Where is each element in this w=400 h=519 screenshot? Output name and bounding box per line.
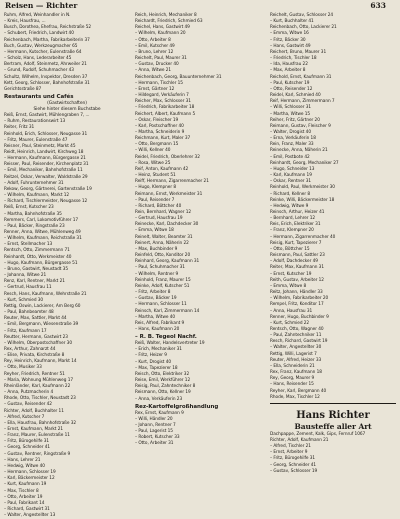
- entry-list: [270, 13, 396, 401]
- directory-entry: Richter, Adolf, Kaufmann 21: [270, 438, 329, 443]
- directory-entry: – Ruhm, Restaurationswirt 13: [4, 119, 66, 125]
- directory-entry: – Maria, Wohnung Mühlenweg 17: [4, 377, 73, 383]
- directory-entry: – Hermann, Zigarrenmacher 40: [270, 234, 336, 240]
- directory-entry: Resch, Richard, Gastwirt 19: [270, 339, 328, 345]
- directory-entry: Reiß, Ernst, Kutscher 23: [4, 205, 54, 211]
- directory-entry: Reidel, Karl, Schmied 40: [270, 93, 321, 99]
- directory-entry: Reidel, Friedrich, Oberlehrer 32: [135, 154, 200, 160]
- directory-entry: Reismann, Paul, Sattler 23: [270, 253, 325, 259]
- directory-entry: – Gustav, Drucker 40: [135, 62, 179, 68]
- directory-entry: Renner, Anna, Witwe, Mühlenweg 49: [4, 230, 81, 235]
- directory-entry: – Fritz, Heizer 9: [135, 353, 167, 359]
- directory-entry: – Wilhelm, Kaufmann, Markt 12: [4, 193, 70, 199]
- directory-entry: Ruhm, Alfred, Weinhandler in N.: [4, 13, 71, 18]
- section-note: Siehe hinter diesem Buchstabe: [33, 107, 101, 113]
- directory-entry: – Bruno, Gastwirt, Neustadt 35: [4, 266, 68, 272]
- directory-entry: Reinhold, Erich, Schlosser, Neugasse 31: [4, 131, 88, 137]
- directory-entry: – Max, Arbeiter 8: [270, 68, 306, 74]
- firm-heading: – R. B. Tegeol Nachf.: [135, 334, 197, 341]
- directory-entry: Reiter, Fritz 31: [4, 125, 35, 131]
- directory-entry: – Fritz, Bürogehilfe 31: [270, 456, 316, 462]
- directory-entry: – Karl, Postschaffner 40: [135, 123, 184, 129]
- directory-entry: Reinert, Anna, Näherin 22: [135, 240, 189, 246]
- entry-list: [135, 411, 264, 448]
- directory-entry: Buch, Gustav, Werkzeugmacher 65: [4, 43, 78, 49]
- directory-entry: Reichold, Ernst, Kaufmann 31: [270, 74, 332, 80]
- directory-entry: – Karl, Kaufmann 19: [270, 173, 312, 179]
- directory-entry: Reinecke, Karl, Dachdecker 30: [135, 222, 199, 228]
- directory-entry: Rein, Bernhard, Wagner 12: [135, 210, 192, 215]
- running-head: Reisen — Richter: [5, 1, 78, 10]
- firm-heading: Rez-Kartoffelgroßhandlung: [135, 403, 219, 410]
- directory-entry: – Gustav, Schlosser 19: [270, 468, 318, 474]
- column-middle: [135, 13, 264, 497]
- directory-entry: – Anna, Putzmacherin 4: [4, 390, 54, 396]
- directory-entry: – Oskar, Rentner 31: [270, 179, 312, 185]
- directory-entry: – Schubert, Friedrich, Landwirt 40: [4, 31, 74, 37]
- directory-entry: – Hermann, Kaufmann, Bürgergasse 21: [4, 156, 86, 162]
- directory-entry: Reinfeld, Otto, Konditor 20: [135, 253, 191, 259]
- directory-entry: Reimann, Ernst, Werkmeister 31: [135, 191, 203, 197]
- directory-entry: – Georg, Schneider 41: [4, 445, 51, 451]
- directory-entry: Rein, Franz, Maler 33: [270, 142, 314, 148]
- directory-entry: – Wilhelm, Rentner 9: [135, 271, 179, 277]
- directory-entry: – Franz, Klempner 20: [270, 228, 314, 234]
- directory-entry: Resch, Hans, Kaufmann, Wehrstraße 21: [4, 291, 87, 297]
- directory-entry: – Martha, Witwe 40: [135, 314, 176, 320]
- directory-entry: – Fritz, Maurer, Eulenstraße 47: [4, 137, 68, 143]
- entry-list: [135, 341, 264, 403]
- directory-entry: Reyher, Friedrich, Rentner 51: [4, 371, 65, 377]
- directory-entry: – Emil, Mechaniker, Bahnhofstraße 11: [4, 168, 83, 174]
- directory-entry: Rex, Franz, Kaufmann 18: [270, 370, 322, 376]
- directory-entry: – Gustav, Bäcker 19: [135, 296, 177, 302]
- directory-entry: – Hans, Lehrer 21: [4, 457, 41, 463]
- directory-entry: – Fritz, Kaufmann 17: [4, 328, 47, 334]
- directory-entry: Rentsch, Otto, Wagner 40: [270, 326, 324, 332]
- page-number: 633: [370, 1, 386, 10]
- directory-entry: – Rosa, Witwe 25: [135, 160, 171, 166]
- directory-entry: – Ella, Hausfrau, Bahnhofstraße 32: [4, 420, 77, 426]
- directory-entry: Rex, Ernst, Kaufmann 9: [135, 410, 184, 416]
- directory-entry: – Otto, Arbeiter 19: [4, 494, 43, 500]
- entry-list: [4, 113, 130, 519]
- directory-entry: Reis, Alfred, Fabrikant 9: [135, 320, 185, 326]
- directory-entry: Reiher, Fritz, Gärtner 20: [270, 117, 320, 123]
- directory-entry: – Paul, Fabrikant 14: [4, 500, 45, 506]
- directory-entry: Reidt, Heinrich, Landwirt, Kirchweg 18: [4, 149, 84, 155]
- directory-entry: – Kurt, Schmied 22: [270, 320, 310, 326]
- directory-entry: – Otto, Arbeiter 8: [135, 37, 171, 43]
- directory-entry: – Robert, Kutscher 33: [135, 435, 180, 441]
- directory-entry: Reisser, Paul, Reisender, Kirchenplatz 31: [4, 162, 89, 168]
- directory-entry: Rhode, Otto, Tischler, Neustadt 23: [4, 396, 76, 402]
- directory-entry: – Willi, Händler 20: [135, 416, 173, 422]
- directory-entry: Reinelt, Walter, Beamter 31: [135, 234, 193, 240]
- directory-entry: Rempel, Fritz, Konditor 17: [270, 302, 324, 308]
- directory-entry: – Hermann, Schlosser 11: [135, 302, 187, 308]
- directory-entry: – Adolf, Dachdecker 49: [270, 259, 318, 265]
- directory-entry: Reichardt, Friedrich, Schmied 63: [135, 19, 203, 25]
- directory-entry: – Paul, Schuhmacher 31: [135, 265, 185, 271]
- directory-entry: Gerichtsstraße 87: [4, 86, 42, 92]
- directory-entry: – Hedwig, Witwe 9: [270, 203, 309, 209]
- directory-entry: – Ernst, Kutscher 19: [270, 271, 312, 277]
- directory-entry: – Walter, Angestellter 13: [4, 513, 56, 519]
- directory-entry: – Walter, Angestellter 30: [270, 345, 322, 351]
- directory-entry: Rey, Heinrich, Kaufmann, Markt 14: [4, 359, 77, 365]
- directory-entry: – Wilhelm, Fabrikarbeiter 20: [270, 296, 329, 302]
- directory-entry: Reiter, Max, Kaufmann 31: [270, 265, 324, 271]
- directory-entry: Remmers, Carl, Lokomotivführer 17: [4, 217, 79, 223]
- directory-entry: – Paul, Bahnbeamter 48: [4, 310, 54, 316]
- directory-entry: – Ernst, Stellmacher 13: [4, 242, 53, 248]
- directory-entry: – Hermann, Tischler 15: [135, 80, 183, 86]
- directory-entry: Reimann, Gustav, Fleischer 9: [270, 123, 331, 129]
- directory-entry: Reiff, Hermann, Zigarrenmacher 21: [135, 179, 209, 185]
- directory-entry: – Wilhelm, Oberpostschaffner 30: [4, 340, 72, 346]
- directory-entry: – Grund, Rudolf, Schuhmacher 43: [4, 68, 74, 74]
- directory-entry: – Johanna, Witwe 21: [4, 273, 47, 279]
- directory-entry: – Hedwig, Witwe 40: [4, 463, 45, 469]
- section-heading-restaurants: Restaurants und Cafés: [4, 94, 74, 101]
- directory-entry: – Franz, Maurer, Eulenstraße 11: [4, 433, 70, 439]
- directory-entry: Dachpappe, Zement, Kalk, Gips, Fernruf 1067: [270, 431, 366, 437]
- directory-entry: – Gustav, Rentner, Ringstraße 9: [4, 451, 71, 457]
- directory-entry: Reisig, Paul, Zahntechniker 8: [135, 384, 196, 390]
- directory-entry: – Hugo, Klempner 8: [135, 185, 176, 191]
- directory-entry: – Max, Tapezierer 18: [135, 365, 178, 371]
- directory-entry: – Max, Buchbinder 9: [135, 246, 178, 252]
- advertisement-title: Hans Richter: [296, 409, 370, 421]
- directory-entry: Reisch, Otto, Elektriker 32: [135, 371, 190, 377]
- directory-entry: – Otto, Bergmann 15: [135, 142, 179, 148]
- directory-entry: – Karl, Bäckermeister 12: [4, 476, 55, 482]
- directory-entry: – Kurt, Schmied 30: [4, 297, 44, 303]
- directory-entry: – Georg, Schneider 41: [270, 462, 317, 468]
- entry-list: [135, 13, 264, 333]
- directory-entry: Rex, Arthur, Zahnarzt 44: [4, 346, 56, 352]
- directory-entry: – Ernst, Arbeiter 9: [270, 450, 308, 456]
- directory-entry: Reichel, Hans, Gastwirt 49: [135, 25, 190, 31]
- directory-entry: – Kurt, Kaufmann 19: [4, 482, 47, 488]
- directory-entry: – Richard, Böttcher 40: [135, 203, 182, 209]
- directory-entry: – Ernst, Kaufmann, Markt 21: [4, 427, 64, 432]
- directory-entry: – Emma, Witwe 16: [270, 31, 309, 37]
- directory-entry: Reinhardt, Otto, Werkmeister 40: [4, 254, 72, 260]
- directory-entry: Reichenbach, Georg, Bauunternehmer 31: [135, 74, 222, 80]
- section-subheading: (Gastwirtschaften): [47, 101, 87, 107]
- directory-entry: – Walter, Drogist 40: [270, 129, 311, 135]
- directory-entry: Reichmann, Kurt, Maler 37: [135, 136, 191, 142]
- directory-entry: Reuter, Alfred, Heizer 33: [270, 357, 322, 363]
- page-header: [0, 0, 400, 12]
- directory-entry: Renz, Karl, Rentner, Markt 21: [4, 279, 65, 285]
- directory-entry: Rekow, Georg, Gärtnerei, Gartenstraße 19: [4, 186, 92, 192]
- directory-entry: Rey, Georg, Maurer 9: [270, 376, 315, 382]
- column-right: [270, 13, 396, 497]
- column-left: [4, 13, 130, 519]
- directory-entry: – Kurt, Drogist 40: [135, 359, 172, 365]
- directory-entry: Bertram, Adolf, Steinmetz, Ahrweiler 21: [4, 62, 87, 68]
- directory-entry: – Emil, Postbote 42: [270, 154, 310, 160]
- directory-entry: – Fritz, Arbeiter 8: [135, 290, 171, 296]
- directory-entry: – Gustav, Reisender 42: [4, 402, 52, 408]
- directory-entry: Reinsch, Arthur, Heizer 41: [270, 210, 325, 215]
- directory-entry: – Hildegard, Verkäuferin 7: [135, 93, 189, 99]
- directory-entry: – Alfred, Kutscher 7: [4, 414, 45, 420]
- directory-entry: Reif, Anton, Kaufmann 42: [135, 166, 189, 172]
- directory-entry: Reutter, Hermann, Gastwirt 23: [4, 334, 68, 340]
- directory-entry: Reif, Hermann, Zimmermann 7: [270, 99, 335, 105]
- entry-list: [4, 13, 130, 93]
- directory-entry: Reitzel, Oskar, Verwalter, Waldstraße 29: [4, 174, 88, 180]
- entry-list: [270, 432, 396, 475]
- directory-entry: – Richard, Tischlermeister, Neugasse 12: [4, 199, 88, 205]
- directory-entry: Reichelt, Paul, Maurer 31: [135, 56, 187, 62]
- directory-entry: – Martha, Witwe 15: [270, 111, 311, 117]
- directory-entry: Reichert, Bruno, Maurer 31: [270, 49, 327, 55]
- directory-entry: Reuter, Max, Sattler, Markt 44: [4, 316, 67, 322]
- directory-entry: – Kurt, Buchhalter 41: [270, 19, 314, 25]
- directory-entry: Reinhold, Franz, Maurer 15: [135, 277, 191, 283]
- directory-entry: – Emma, Witwe 18: [135, 228, 174, 234]
- directory-entry: Reith, Gustav, Arbeiter 12: [270, 277, 324, 283]
- directory-entry: Reich, Heinrich, Mechaniker 8: [135, 13, 197, 18]
- directory-entry: Reismann, Otto, Kellner 19: [135, 390, 191, 396]
- directory-entry: – Otto, Reisender 12: [270, 86, 313, 92]
- directory-entry: Renner, Hugo, Buchbinder 9: [270, 314, 329, 320]
- directory-entry: – Ida, Hausfrau 22: [270, 62, 308, 68]
- directory-entry: – Martha, Schneiderin 9: [135, 129, 185, 135]
- directory-entry: Reiß, Ernst, Gastwirt, Mühlengraben 7, ...: [4, 113, 90, 119]
- directory-entry: – Alfred, Tischler 21: [270, 444, 311, 450]
- directory-entry: Reitz, Johann, Händler 33: [270, 290, 323, 296]
- directory-entry: – Otto, Musiker 33: [4, 365, 42, 371]
- directory-entry: Reinhold, Paul, Werkmeister 30: [270, 185, 335, 191]
- directory-entry: Reinsch, Karl, Zimmermann 14: [135, 308, 200, 314]
- directory-entry: – Willi, Schlosser 31: [270, 105, 312, 111]
- directory-entry: – Emil, Bergmann, Wiesenstraße 39: [4, 322, 79, 328]
- directory-entry: – Paul, Bäcker, Ringstraße 23: [4, 223, 65, 229]
- directory-entry: – Max, Tischler 8: [4, 488, 39, 494]
- directory-entry: – Bernhard, Lehrer 12: [270, 216, 316, 222]
- directory-entry: – Emma, Witwe 8: [270, 283, 307, 289]
- directory-entry: – Hans, Reisender 15: [270, 382, 314, 388]
- directory-entry: – Anna, Verkäuferin 23: [135, 396, 183, 402]
- directory-entry: – Scholz, Hans, Lederarbeiter 45: [4, 56, 72, 62]
- directory-entry: – Fritz, Bäcker 30: [270, 37, 306, 43]
- directory-entry: Reinke, Willi, Bäckermeister 18: [270, 197, 335, 203]
- directory-entry: – Paul, Reisender 7: [135, 197, 175, 203]
- directory-entry: – Willi, Kellner 40: [135, 148, 171, 154]
- directory-entry: – Emil, Kutscher 49: [135, 43, 175, 49]
- directory-entry: Reisig, Kurt, Tapezierer 7: [270, 240, 322, 246]
- directory-entry: – Hugo, Kaufmann, Bürgergasse 51: [4, 260, 78, 266]
- directory-entry: – Kreis, Hausfrau, ...: [4, 19, 46, 25]
- directory-entry: Reichenbach, Otto, Lackierer 21: [270, 25, 337, 31]
- directory-entry: – Friedrich, Fabrikarbeiter 18: [135, 105, 195, 111]
- directory-entry: – Gertrud, Hausfrau 11: [4, 285, 52, 291]
- directory-entry: – Paul, Zahntechniker 11: [270, 333, 322, 339]
- directory-entry: – Hermann, Kutscher, Eulenstraße 64: [4, 49, 82, 55]
- directory-entry: – Richard, Kellner 8: [270, 191, 310, 197]
- directory-entry: Kett, Georg, Schlosser, Bahnhofstraße 31: [4, 80, 90, 86]
- directory-entry: – Fritz, Bürogehilfe 31: [4, 439, 50, 445]
- directory-entry: Rheinländer, Karl, Kaufmann 22: [4, 383, 71, 389]
- directory-entry: Reicher, Max, Schlosser 31: [135, 99, 191, 105]
- directory-entry: Reinhard, Georg, Kaufmann 31: [135, 259, 200, 265]
- directory-entry: – Hugo, Schneider 13: [270, 166, 315, 172]
- directory-entry: Reinhardt, Georg, Mechaniker 27: [270, 160, 339, 166]
- directory-entry: – Ella, Schneiderin 21: [270, 363, 315, 369]
- directory-entry: Reise, Emil, Werkführer 12: [135, 378, 191, 384]
- directory-entry: Rettig, Oswin, Lackierer, Am Berg 60: [4, 303, 81, 309]
- directory-entry: – Elise, Privata, Kirchstraße 8: [4, 353, 65, 359]
- directory-entry: Reichenbach, Martha, Fabrikarbeiterin 37: [4, 37, 90, 43]
- directory-entry: – Erna, Verkäuferin 18: [270, 136, 316, 142]
- directory-entry: Rentsch, Otto, Zimmermann 71: [4, 248, 70, 254]
- directory-entry: Reis, Erich, Elektriker 31: [270, 222, 321, 228]
- directory-entry: – Johann, Rentner 7: [135, 423, 176, 428]
- directory-entry: Reiß, Walter, Handelsvertreter 19: [135, 341, 205, 347]
- advertisement-subtitle: Bausteffe aller Art: [294, 421, 372, 431]
- directory-entry: – Oskar, Fleischer 19: [135, 117, 179, 123]
- directory-entry: – Wilhelm, Kaufmann, Reichstraße 31: [4, 236, 82, 242]
- directory-entry: – Heinz, Student 51: [135, 173, 176, 179]
- directory-entry: Richter, Adolf, Buchhalter 11: [4, 408, 64, 414]
- directory-entry: – Ernst, Gärtner 12: [135, 86, 175, 92]
- directory-entry: – Bruno, Lehrer 12: [135, 49, 174, 55]
- directory-entry: Reichert, Albert, Kaufmann 5: [135, 111, 196, 117]
- directory-entry: – Erich, Mechaniker 31: [135, 347, 182, 353]
- directory-entry: – Paul, Lagerist 15: [135, 429, 173, 435]
- directory-entry: Reinecke, Anna, Näherin 21: [270, 148, 328, 154]
- directory-entry: – Paul, Kutscher 19: [270, 80, 310, 86]
- directory-entry: – Martha, Bahnhofstraße 35: [4, 211, 62, 217]
- directory-entry: – Anna, Witwe 21: [135, 68, 172, 74]
- directory-entry: – Otto, Böttcher 15: [270, 246, 310, 252]
- directory-entry: – Hans, Kaufmann 20: [135, 326, 180, 332]
- directory-entry: Reisner, Paul, Steinmetz, Markt 45: [4, 143, 76, 149]
- directory-entry: – Wilhelm, Kaufmann 20: [135, 31, 186, 37]
- directory-entry: – Anna, Hausfrau 31: [270, 308, 313, 314]
- directory-entry: Rhode, Max, Tischler 12: [270, 394, 320, 400]
- directory-entry: – Friedrich, Tischler 18: [270, 56, 317, 62]
- directory-entry: Rettig, Willi, Lagerist 7: [270, 351, 317, 357]
- directory-entry: – Hermann, Schlosser 19: [4, 470, 56, 476]
- directory-entry: Reyher, Karl, Bergmann 40: [270, 388, 327, 394]
- directory-entry: Reichelt, Gustav, Schlosser 24: [270, 13, 333, 18]
- directory-entry: – Hans, Gastwirt 49: [270, 43, 311, 49]
- advertisement: [270, 403, 396, 432]
- directory-entry: Schultz, Wilhelm, Inspektor, Dresden 37: [4, 74, 88, 80]
- directory-entry: – Otto, Arbeiter 31: [135, 441, 174, 447]
- directory-entry: – Gertrud, Hausfrau 19: [135, 216, 183, 222]
- directory-entry: Reinke, Adolf, Kutscher 51: [135, 283, 190, 289]
- directory-entry: – Adolf, Fuhrunternehmer 31: [4, 180, 64, 186]
- directory-entry: – Richard, Gastwirt 31: [4, 507, 50, 513]
- directory-entry: Busch, Dorothea, Ehefrau, Reichstraße 52: [4, 25, 92, 31]
